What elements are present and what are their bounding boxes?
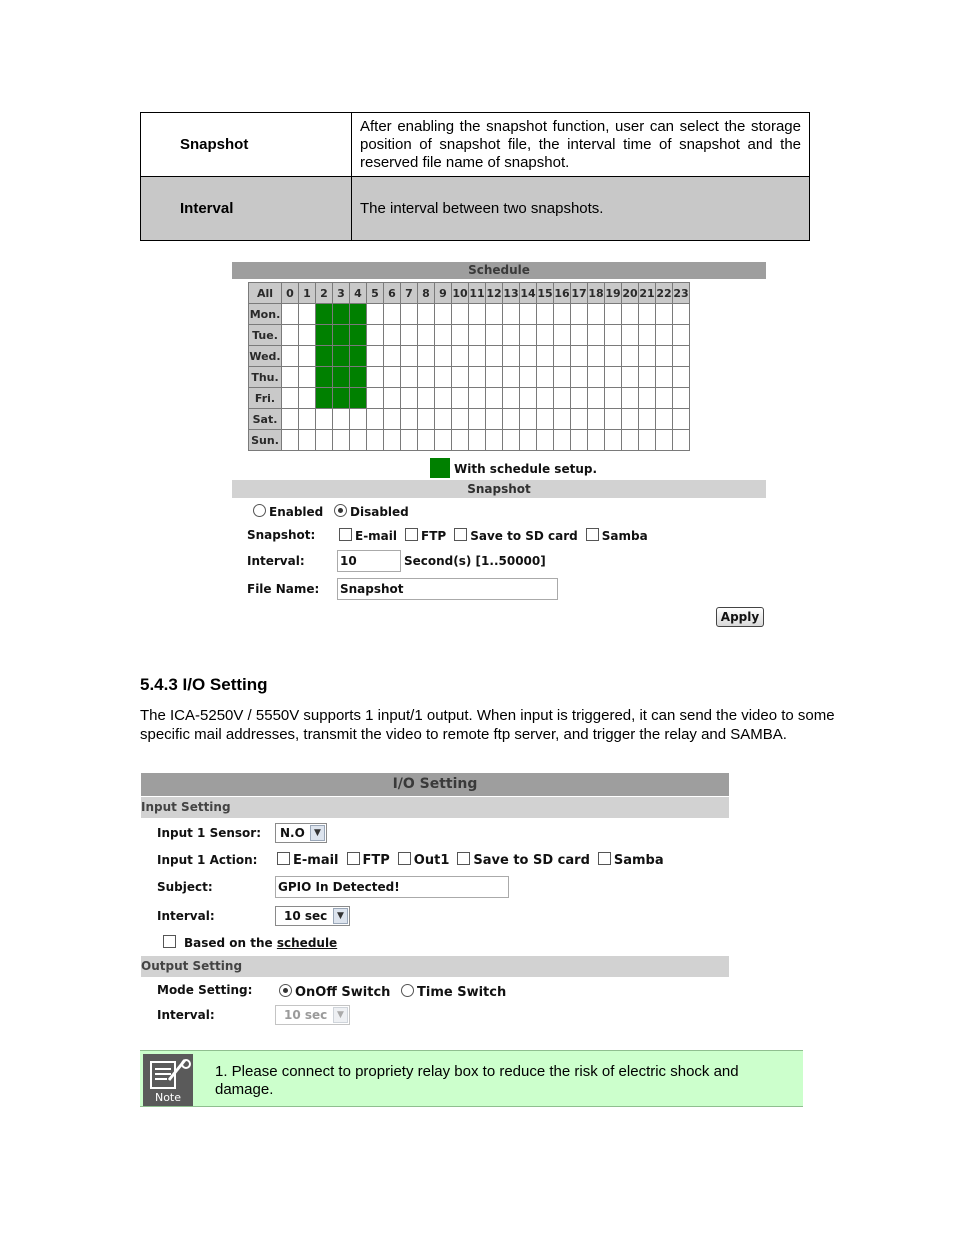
note-icon [143, 1054, 193, 1106]
schedule-cell[interactable] [367, 325, 384, 346]
schedule-cell[interactable] [537, 409, 554, 430]
snapshot-interval-input[interactable]: 10 [337, 550, 401, 572]
schedule-cell[interactable] [333, 409, 350, 430]
schedule-cell[interactable] [418, 430, 435, 451]
note-box [140, 1050, 803, 1107]
schedule-cell[interactable] [401, 430, 418, 451]
schedule-cell[interactable] [401, 388, 418, 409]
option-label: Samba [601, 529, 648, 543]
schedule-cell[interactable] [656, 346, 673, 367]
schedule-day-label[interactable]: Tue. [249, 325, 282, 346]
schedule-cell[interactable] [673, 346, 690, 367]
schedule-cell[interactable] [656, 304, 673, 325]
file-name-input[interactable]: Snapshot [337, 578, 558, 600]
schedule-cell[interactable] [418, 388, 435, 409]
schedule-hour-header[interactable]: 4 [350, 283, 367, 304]
schedule-cell[interactable] [282, 430, 299, 451]
schedule-hour-header[interactable]: 16 [554, 283, 571, 304]
schedule-cell[interactable] [486, 388, 503, 409]
schedule-cell[interactable] [571, 346, 588, 367]
radio-enabled[interactable] [253, 504, 266, 517]
radio-onoff-label: OnOff Switch [295, 985, 391, 1000]
schedule-cell[interactable] [299, 346, 316, 367]
schedule-day-label[interactable]: Thu. [249, 367, 282, 388]
notepad-pencil-icon [143, 1054, 193, 1094]
schedule-cell[interactable] [588, 304, 605, 325]
schedule-cell[interactable] [469, 409, 486, 430]
schedule-cell[interactable] [367, 409, 384, 430]
option-label: Out1 [413, 853, 450, 868]
output-interval-label: Interval: [157, 1008, 215, 1022]
schedule-cell[interactable] [282, 325, 299, 346]
schedule-cell[interactable] [350, 325, 367, 346]
mode-setting-label: Mode Setting: [157, 983, 253, 997]
schedule-cell[interactable] [299, 430, 316, 451]
schedule-cell[interactable] [639, 367, 656, 388]
schedule-hour-header[interactable]: 22 [656, 283, 673, 304]
schedule-cell[interactable] [469, 367, 486, 388]
schedule-day-row [249, 367, 690, 388]
option-label: FTP [421, 529, 447, 543]
schedule-cell[interactable] [571, 304, 588, 325]
input-sensor-label: Input 1 Sensor: [157, 826, 262, 840]
schedule-cell[interactable] [571, 430, 588, 451]
schedule-cell[interactable] [333, 430, 350, 451]
schedule-hour-header[interactable]: 3 [333, 283, 350, 304]
schedule-cell[interactable] [503, 367, 520, 388]
schedule-cell[interactable] [418, 346, 435, 367]
schedule-cell[interactable] [418, 325, 435, 346]
schedule-hour-header[interactable]: 0 [282, 283, 299, 304]
action-sd-card[interactable] [457, 852, 590, 868]
schedule-cell[interactable] [537, 304, 554, 325]
checkbox-icon[interactable] [586, 528, 599, 541]
schedule-cell[interactable] [282, 367, 299, 388]
schedule-cell[interactable] [673, 325, 690, 346]
section-paragraph: The ICA-5250V / 5550V supports 1 input/1 output. When input is triggered, it can send the video to some specific mail addresses, transmit the video to remote ftp server, and trigger the relay and SAMBA. [140, 707, 835, 743]
desc-term: Snapshot [141, 113, 352, 177]
schedule-cell[interactable] [520, 409, 537, 430]
schedule-cell[interactable] [588, 346, 605, 367]
schedule-cell[interactable] [469, 430, 486, 451]
schedule-cell[interactable] [571, 388, 588, 409]
schedule-hour-header[interactable]: 7 [401, 283, 418, 304]
schedule-day-label[interactable]: Sun. [249, 430, 282, 451]
schedule-hour-header[interactable]: 13 [503, 283, 520, 304]
schedule-cell[interactable] [554, 325, 571, 346]
schedule-cell[interactable] [554, 304, 571, 325]
schedule-cell[interactable] [673, 388, 690, 409]
schedule-cell[interactable] [622, 409, 639, 430]
schedule-cell[interactable] [622, 346, 639, 367]
schedule-cell[interactable] [588, 409, 605, 430]
snapshot-label: Snapshot: [247, 528, 316, 542]
schedule-cell[interactable] [282, 346, 299, 367]
schedule-cell[interactable] [316, 388, 333, 409]
radio-onoff[interactable] [279, 984, 292, 997]
schedule-cell[interactable] [316, 304, 333, 325]
schedule-cell[interactable] [588, 388, 605, 409]
schedule-cell[interactable] [384, 304, 401, 325]
schedule-cell[interactable] [469, 304, 486, 325]
schedule-cell[interactable] [673, 409, 690, 430]
schedule-cell[interactable] [384, 367, 401, 388]
option-label: FTP [362, 853, 390, 868]
description-table [140, 112, 810, 241]
select-value: 10 sec [284, 1008, 328, 1022]
schedule-cell[interactable] [571, 325, 588, 346]
radio-time[interactable] [401, 984, 414, 997]
schedule-cell[interactable] [452, 346, 469, 367]
schedule-cell[interactable] [639, 325, 656, 346]
schedule-header-row [249, 283, 690, 304]
schedule-cell[interactable] [503, 388, 520, 409]
schedule-hour-header[interactable]: 1 [299, 283, 316, 304]
schedule-cell[interactable] [401, 325, 418, 346]
schedule-cell[interactable] [316, 367, 333, 388]
schedule-day-row [249, 388, 690, 409]
schedule-cell[interactable] [452, 367, 469, 388]
desc-row-interval [141, 177, 810, 241]
schedule-day-row [249, 346, 690, 367]
schedule-cell[interactable] [588, 430, 605, 451]
checkbox-icon[interactable] [457, 852, 470, 865]
schedule-hour-header[interactable]: 21 [639, 283, 656, 304]
schedule-cell[interactable] [350, 388, 367, 409]
schedule-cell[interactable] [486, 367, 503, 388]
schedule-legend-swatch [430, 458, 450, 478]
schedule-cell[interactable] [486, 409, 503, 430]
schedule-cell[interactable] [656, 388, 673, 409]
radio-disabled[interactable] [334, 504, 347, 517]
schedule-cell[interactable] [554, 430, 571, 451]
section-heading: 5.4.3 I/O Setting [140, 675, 268, 694]
schedule-cell[interactable] [656, 367, 673, 388]
schedule-cell[interactable] [554, 388, 571, 409]
schedule-cell[interactable] [656, 325, 673, 346]
schedule-cell[interactable] [316, 409, 333, 430]
schedule-cell[interactable] [401, 346, 418, 367]
schedule-day-label[interactable]: Sat. [249, 409, 282, 430]
note-icon-label: Note [154, 1091, 182, 1104]
schedule-cell[interactable] [554, 346, 571, 367]
schedule-cell[interactable] [299, 409, 316, 430]
action-out1[interactable] [398, 852, 450, 868]
output-setting-header: Output Setting [141, 956, 729, 977]
desc-term: Interval [141, 177, 352, 241]
snapshot-enabled-radio-group[interactable] [253, 504, 323, 519]
schedule-hour-header[interactable]: 14 [520, 283, 537, 304]
schedule-cell[interactable] [503, 430, 520, 451]
schedule-cell[interactable] [639, 346, 656, 367]
schedule-cell[interactable] [469, 325, 486, 346]
input-setting-header: Input Setting [141, 797, 729, 818]
schedule-day-label[interactable]: Mon. [249, 304, 282, 325]
schedule-cell[interactable] [350, 409, 367, 430]
schedule-cell[interactable] [656, 409, 673, 430]
input-action-options [277, 852, 672, 868]
schedule-legend-text: With schedule setup. [454, 462, 598, 476]
schedule-cell[interactable] [622, 304, 639, 325]
schedule-cell[interactable] [673, 430, 690, 451]
schedule-cell[interactable] [384, 430, 401, 451]
schedule-day-label[interactable]: Fri. [249, 388, 282, 409]
schedule-cell[interactable] [571, 367, 588, 388]
schedule-cell[interactable] [537, 430, 554, 451]
select-value: N.O [280, 826, 305, 840]
schedule-cell[interactable] [282, 388, 299, 409]
schedule-cell[interactable] [554, 367, 571, 388]
based-on-schedule[interactable] [163, 935, 337, 950]
schedule-cell[interactable] [503, 325, 520, 346]
schedule-cell[interactable] [401, 304, 418, 325]
schedule-cell[interactable] [605, 409, 622, 430]
schedule-cell[interactable] [469, 346, 486, 367]
chevron-down-icon[interactable]: ▼ [310, 825, 325, 841]
checkbox-icon[interactable] [454, 528, 467, 541]
checkbox-icon[interactable] [398, 852, 411, 865]
schedule-cell[interactable] [333, 388, 350, 409]
schedule-cell[interactable] [503, 304, 520, 325]
schedule-cell[interactable] [554, 409, 571, 430]
action-samba[interactable] [598, 852, 664, 868]
schedule-cell[interactable] [435, 325, 452, 346]
schedule-cell[interactable] [435, 409, 452, 430]
schedule-hour-header[interactable]: 11 [469, 283, 486, 304]
schedule-cell[interactable] [452, 409, 469, 430]
schedule-cell[interactable] [622, 430, 639, 451]
checkbox-icon[interactable] [277, 852, 290, 865]
io-title-bar: I/O Setting [141, 773, 729, 796]
subject-label: Subject: [157, 880, 213, 894]
schedule-cell[interactable] [418, 409, 435, 430]
file-name-label: File Name: [247, 582, 320, 596]
schedule-hour-header[interactable]: 10 [452, 283, 469, 304]
schedule-title-bar: Schedule [232, 262, 766, 279]
option-label: E-mail [355, 529, 398, 543]
radio-enabled-label: Enabled [269, 505, 324, 519]
schedule-cell[interactable] [520, 346, 537, 367]
schedule-cell[interactable] [469, 388, 486, 409]
schedule-cell[interactable] [452, 388, 469, 409]
schedule-cell[interactable] [282, 409, 299, 430]
schedule-cell[interactable] [384, 346, 401, 367]
schedule-cell[interactable] [622, 367, 639, 388]
select-value: 10 sec [284, 909, 328, 923]
option-samba[interactable] [586, 528, 648, 543]
schedule-hour-header[interactable]: 19 [605, 283, 622, 304]
schedule-all-button[interactable]: All [249, 283, 282, 304]
schedule-cell[interactable] [299, 325, 316, 346]
schedule-day-row [249, 325, 690, 346]
schedule-cell[interactable] [299, 367, 316, 388]
snapshot-interval-label: Interval: [247, 554, 305, 568]
schedule-cell[interactable] [333, 367, 350, 388]
schedule-cell[interactable] [452, 304, 469, 325]
schedule-cell[interactable] [571, 409, 588, 430]
schedule-cell[interactable] [639, 409, 656, 430]
desc-definition: After enabling the snapshot function, user can select the storage position of snapshot file, the interval time of snapshot and the reserved file name of snapshot. [352, 113, 810, 177]
schedule-cell[interactable] [673, 367, 690, 388]
schedule-cell[interactable] [435, 367, 452, 388]
schedule-cell[interactable] [350, 304, 367, 325]
schedule-cell[interactable] [367, 388, 384, 409]
schedule-cell[interactable] [350, 346, 367, 367]
radio-time-label: Time Switch [417, 985, 507, 1000]
schedule-cell[interactable] [316, 325, 333, 346]
schedule-day-label[interactable]: Wed. [249, 346, 282, 367]
input-action-label: Input 1 Action: [157, 853, 258, 867]
schedule-cell[interactable] [333, 304, 350, 325]
schedule-cell[interactable] [605, 304, 622, 325]
output-interval-select [275, 1005, 350, 1025]
schedule-cell[interactable] [639, 430, 656, 451]
schedule-cell[interactable] [452, 325, 469, 346]
schedule-cell[interactable] [520, 388, 537, 409]
io-interval-label: Interval: [157, 909, 215, 923]
schedule-cell[interactable] [537, 325, 554, 346]
schedule-cell[interactable] [367, 346, 384, 367]
snapshot-interval-unit: Second(s) [1..50000] [404, 554, 546, 568]
option-email[interactable] [339, 528, 397, 543]
action-email[interactable] [277, 852, 339, 868]
schedule-cell[interactable] [452, 430, 469, 451]
chevron-down-icon: ▼ [333, 1007, 348, 1023]
schedule-cell[interactable] [537, 367, 554, 388]
schedule-cell[interactable] [350, 367, 367, 388]
schedule-cell[interactable] [316, 430, 333, 451]
schedule-cell[interactable] [418, 304, 435, 325]
schedule-hour-header[interactable]: 15 [537, 283, 554, 304]
schedule-cell[interactable] [333, 346, 350, 367]
option-label: Samba [613, 853, 664, 868]
snapshot-disabled-radio-group[interactable] [334, 504, 409, 519]
schedule-cell[interactable] [588, 325, 605, 346]
schedule-cell[interactable] [520, 367, 537, 388]
based-on-label: Based on the [184, 936, 273, 950]
checkbox-icon[interactable] [598, 852, 611, 865]
schedule-cell[interactable] [435, 388, 452, 409]
schedule-cell[interactable] [503, 346, 520, 367]
schedule-cell[interactable] [384, 409, 401, 430]
schedule-cell[interactable] [656, 430, 673, 451]
schedule-cell[interactable] [299, 388, 316, 409]
schedule-cell[interactable] [605, 430, 622, 451]
schedule-day-row [249, 304, 690, 325]
chevron-down-icon[interactable]: ▼ [333, 908, 348, 924]
schedule-cell[interactable] [418, 367, 435, 388]
schedule-cell[interactable] [401, 367, 418, 388]
schedule-day-row [249, 430, 690, 451]
schedule-grid [248, 282, 690, 451]
checkbox-icon[interactable] [163, 935, 176, 948]
schedule-cell[interactable] [639, 388, 656, 409]
schedule-cell[interactable] [282, 304, 299, 325]
schedule-cell[interactable] [622, 388, 639, 409]
note-text: 1. Please connect to propriety relay box to reduce the risk of electric shock and damage. [215, 1063, 739, 1098]
schedule-cell[interactable] [316, 346, 333, 367]
schedule-cell[interactable] [520, 304, 537, 325]
schedule-cell[interactable] [367, 367, 384, 388]
schedule-hour-header[interactable]: 20 [622, 283, 639, 304]
option-ftp[interactable] [405, 528, 446, 543]
schedule-cell[interactable] [605, 367, 622, 388]
option-label: Save to SD card [473, 853, 590, 868]
schedule-cell[interactable] [401, 409, 418, 430]
schedule-cell[interactable] [435, 430, 452, 451]
snapshot-options [339, 528, 656, 543]
subject-input[interactable]: GPIO In Detected! [275, 876, 509, 898]
schedule-cell[interactable] [384, 325, 401, 346]
schedule-hour-header[interactable]: 9 [435, 283, 452, 304]
schedule-hour-header[interactable]: 2 [316, 283, 333, 304]
schedule-cell[interactable] [384, 388, 401, 409]
io-interval-select[interactable] [275, 906, 350, 926]
schedule-cell[interactable] [486, 346, 503, 367]
schedule-cell[interactable] [435, 304, 452, 325]
schedule-cell[interactable] [639, 304, 656, 325]
action-ftp[interactable] [347, 852, 390, 868]
schedule-cell[interactable] [486, 430, 503, 451]
schedule-cell[interactable] [503, 409, 520, 430]
schedule-hour-header[interactable]: 12 [486, 283, 503, 304]
schedule-hour-header[interactable]: 17 [571, 283, 588, 304]
schedule-cell[interactable] [333, 325, 350, 346]
schedule-cell[interactable] [588, 367, 605, 388]
schedule-hour-header[interactable]: 8 [418, 283, 435, 304]
option-label: E-mail [293, 853, 339, 868]
schedule-cell[interactable] [435, 346, 452, 367]
schedule-cell[interactable] [605, 325, 622, 346]
mode-time-radio-group[interactable] [401, 984, 506, 1000]
schedule-cell[interactable] [486, 304, 503, 325]
desc-definition: The interval between two snapshots. [352, 177, 810, 241]
schedule-link[interactable]: schedule [276, 936, 338, 950]
schedule-cell[interactable] [520, 430, 537, 451]
schedule-cell[interactable] [350, 430, 367, 451]
schedule-hour-header[interactable]: 6 [384, 283, 401, 304]
option-sd-card[interactable] [454, 528, 578, 543]
apply-button[interactable]: Apply [716, 607, 764, 627]
checkbox-icon[interactable] [347, 852, 360, 865]
checkbox-icon[interactable] [339, 528, 352, 541]
schedule-day-row [249, 409, 690, 430]
schedule-hour-header[interactable]: 18 [588, 283, 605, 304]
schedule-cell[interactable] [367, 430, 384, 451]
radio-disabled-label: Disabled [350, 505, 409, 519]
input-sensor-select[interactable] [275, 823, 327, 843]
schedule-cell[interactable] [622, 325, 639, 346]
schedule-cell[interactable] [299, 304, 316, 325]
option-label: Save to SD card [470, 529, 578, 543]
schedule-cell[interactable] [367, 304, 384, 325]
mode-onoff-radio-group[interactable] [279, 984, 390, 1000]
schedule-cell[interactable] [537, 388, 554, 409]
checkbox-icon[interactable] [405, 528, 418, 541]
schedule-cell[interactable] [537, 346, 554, 367]
schedule-cell[interactable] [605, 388, 622, 409]
schedule-cell[interactable] [486, 325, 503, 346]
schedule-hour-header[interactable]: 5 [367, 283, 384, 304]
snapshot-title-bar: Snapshot [232, 480, 766, 498]
schedule-cell[interactable] [520, 325, 537, 346]
schedule-hour-header[interactable]: 23 [673, 283, 690, 304]
schedule-cell[interactable] [673, 304, 690, 325]
desc-row-snapshot [141, 113, 810, 177]
schedule-cell[interactable] [605, 346, 622, 367]
